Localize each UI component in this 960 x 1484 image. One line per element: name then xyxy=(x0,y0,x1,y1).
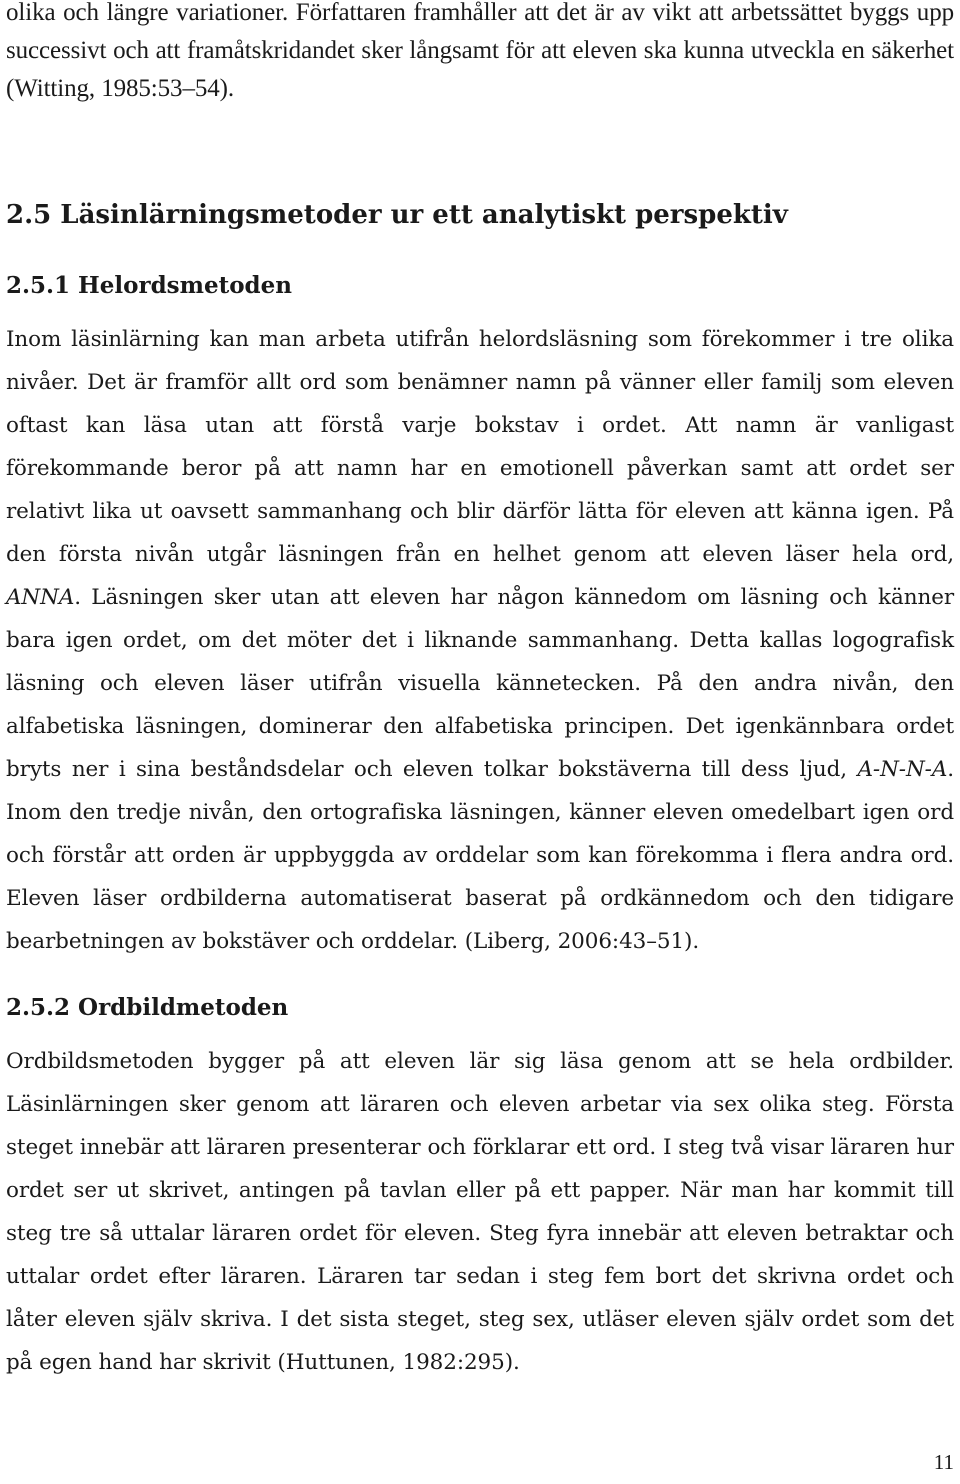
paragraph-text: . Inom den tredje nivån, den ortografiska läsningen, känner eleven omedelbart igen ord och förstår att orden är uppbyggda av orddelar som kan förekomma i flera andra ord. Eleven läser ordbilderna automatiserat baserat på ordkännedom och den tidigare bearbetningen av bokstäver och orddelar. (Liberg, 2006:43–51). xyxy=(6,757,954,954)
subsection-heading-helordsmetoden: 2.5.1 Helordsmetoden xyxy=(6,272,292,299)
subsection-heading-ordbildmetoden: 2.5.2 Ordbildmetoden xyxy=(6,994,289,1021)
example-word: ANNA xyxy=(6,585,75,610)
helordsmetoden-paragraph xyxy=(6,318,954,963)
section-heading: 2.5 Läsinlärningsmetoder ur ett analytiskt perspektiv xyxy=(6,200,788,230)
page-number: 11 xyxy=(933,1450,954,1474)
ordbildmetoden-paragraph: Ordbildsmetoden bygger på att eleven lär sig läsa genom att se hela ordbilder. Läsinlärningen sker genom att läraren och eleven arbetar via sex olika steg. Första steget innebär att läraren presenterar och förklarar ett ord. I steg två visar läraren hur ordet ser ut skrivet, antingen på tavlan eller på ett papper. När man har kommit till steg tre så uttalar läraren ordet för eleven. Steg fyra innebär att eleven betraktar och uttalar ordet efter läraren. Läraren tar sedan i steg fem bort det skrivna ordet och låter eleven själv skriva. I det sista steget, steg sex, utläser eleven själv ordet som det på egen hand har skrivit (Huttunen, 1982:295). xyxy=(6,1049,954,1375)
example-letters: A-N-N-A xyxy=(857,757,948,782)
paragraph-text: Inom läsinlärning kan man arbeta utifrån helordsläsning som förekommer i tre olika nivåer. Det är framför allt ord som benämner namn på vänner eller familj som eleven oftast kan läsa utan att förstå varje bokstav i ordet. Att namn är vanligast förekommande beror på att namn har en emotionell påverkan samt att ordet ser relativt lika ut oavsett sammanhang och blir därför lätta för eleven att känna igen. På den första nivån utgår läsningen från en helhet genom att eleven läser hela ord, xyxy=(6,327,954,567)
paragraph-text: . Läsningen sker utan att eleven har någon kännedom om läsning och känner bara igen ordet, om det möter det i liknande sammanhang. Detta kallas logografisk läsning och eleven läser utifrån visuella kännetecken. På den andra nivån, den alfabetiska läsningen, dominerar den alfabetiska principen. Det igenkännbara ordet bryts ner i sina beståndsdelar och eleven tolkar bokstäverna till dess ljud, xyxy=(6,585,954,782)
intro-paragraph: olika och längre variationer. Författaren framhåller att det är av vikt att arbetssättet byggs upp successivt och att framåtskridandet sker långsamt för att eleven ska kunna utveckla en säkerhet (Witting, 1985:53–54). xyxy=(6,0,954,102)
